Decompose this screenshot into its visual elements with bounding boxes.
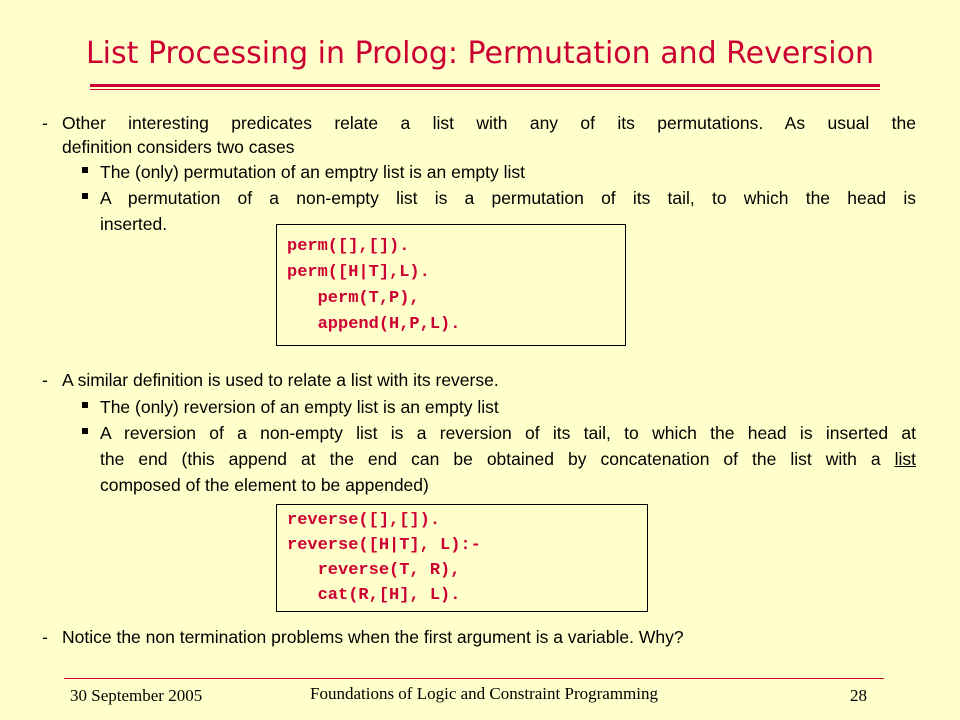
section2-bullet2-line2: [100, 446, 916, 472]
dash-marker: -: [42, 113, 48, 133]
section2-line1: A similar definition is used to relate a list with its reverse.: [62, 370, 499, 390]
section1-line1: Other interesting predicates relate a list with any of its permutations. As usual the: [62, 113, 916, 133]
section1-bullet2-line2: inserted.: [100, 214, 168, 234]
dash-marker: -: [42, 627, 48, 647]
code-line: reverse(T, R),: [287, 561, 461, 580]
code-line: perm([H|T],L).: [287, 263, 430, 282]
section2-bullet2-line3: composed of the element to be appended): [100, 475, 429, 495]
footer-date: 30 September 2005: [70, 686, 203, 705]
section1-bullet2-line1: A permutation of a non-empty list is a permutation of its tail, to which the head is: [100, 188, 916, 208]
bullet-square-icon: [82, 167, 88, 173]
footer-course: Foundations of Logic and Constraint Programming: [310, 684, 658, 703]
section2-bullet2-line2-text: the end (this append at the end can be obtained by concatenation of the list with a: [100, 449, 895, 469]
section1-line2: definition considers two cases: [62, 137, 295, 157]
code-box-reverse: [276, 504, 648, 612]
bullet-square-icon: [82, 193, 88, 199]
section3-line1: Notice the non termination problems when the first argument is a variable. Why?: [62, 627, 684, 647]
code-box-perm: [276, 224, 626, 346]
title-underline: [90, 84, 880, 90]
bullet-square-icon: [82, 402, 88, 408]
code-line: perm(T,P),: [287, 289, 420, 308]
section2-bullet2-line1: A reversion of a non-empty list is a reversion of its tail, to which the head is inserted at: [100, 423, 916, 443]
footer-page-number: 28: [850, 686, 867, 705]
bullet-square-icon: [82, 428, 88, 434]
slide-title: List Processing in Prolog: Permutation and Reversion: [85, 36, 875, 71]
section2-bullet1: The (only) reversion of an empty list is an empty list: [100, 397, 499, 417]
code-line: append(H,P,L).: [287, 315, 461, 334]
code-line: reverse([],[]).: [287, 511, 441, 530]
section1-bullet1: The (only) permutation of an emptry list is an empty list: [100, 162, 526, 182]
code-line: cat(R,[H], L).: [287, 586, 461, 605]
code-line: reverse([H|T], L):-: [287, 536, 481, 555]
list-underlined-word: list: [894, 449, 916, 469]
dash-marker: -: [42, 370, 48, 390]
code-line: perm([],[]).: [287, 237, 410, 256]
footer-rule: [64, 678, 884, 679]
